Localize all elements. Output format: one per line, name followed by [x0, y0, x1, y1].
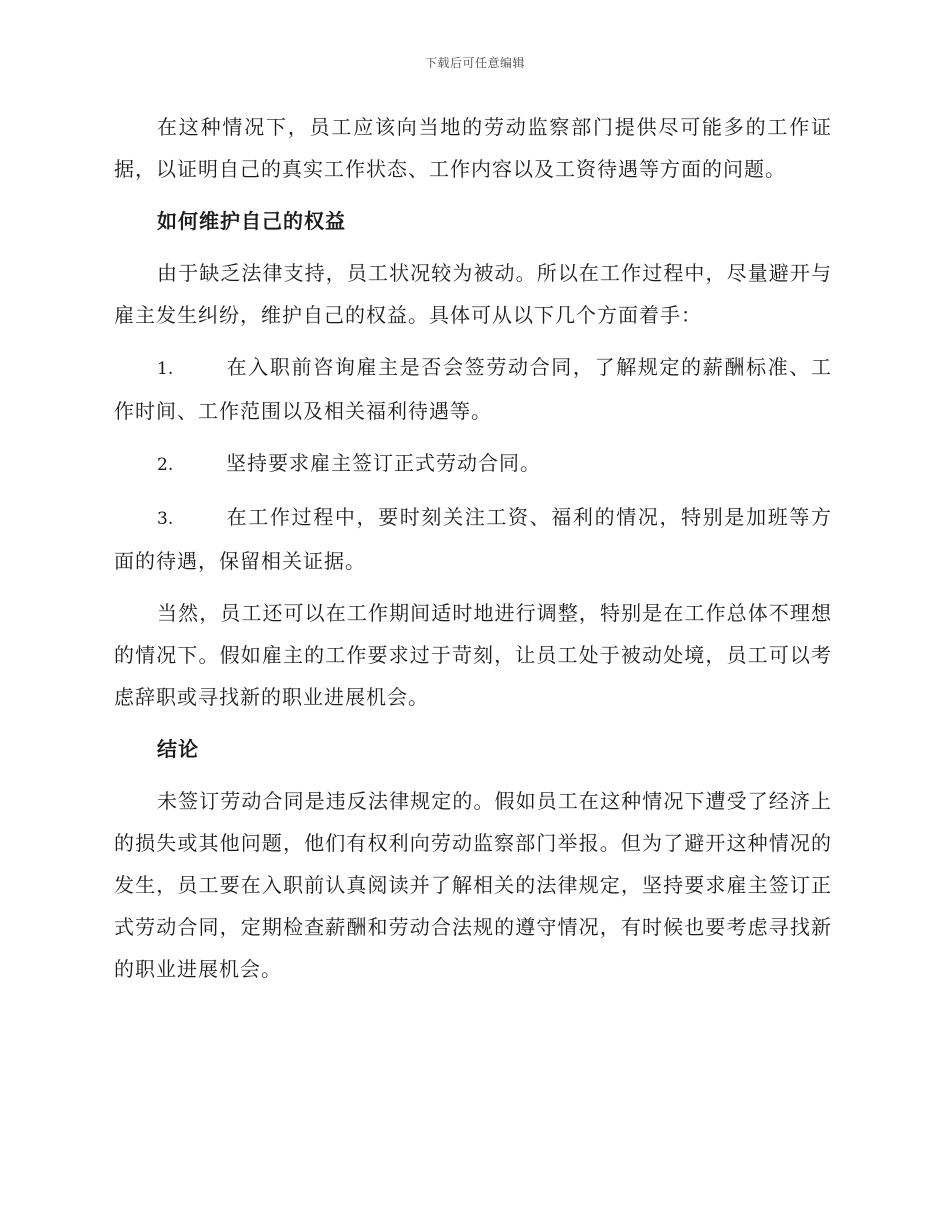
- paragraph-conclusion: 未签订劳动合同是违反法律规定的。假如员工在这种情况下遭受了经济上的损失或其他问题，他们有权利向劳动监察部门举报。但为了避开这种情况的发生，员工要在入职前认真阅读并了解相关的法律规定，坚持要求雇主签订正式劳动合同，定期检查薪酬和劳动合法规的遵守情况，有时候也要考虑寻找新的职业进展机会。: [114, 789, 832, 981]
- paragraph-adjustment: 当然，员工还可以在工作期间适时地进行调整，特别是在工作总体不理想的情况下。假如雇主的工作要求过于苛刻，让员工处于被动处境，员工可以考虑辞职或寻找新的职业进展机会。: [114, 601, 832, 709]
- list-item: [114, 346, 832, 432]
- list-item-text: 坚持要求雇主签订正式劳动合同。: [226, 451, 541, 475]
- list-item-text: 在入职前咨询雇主是否会签劳动合同，了解规定的薪酬标准、工作时间、工作范围以及相关福利待遇等。: [114, 355, 832, 423]
- list-item-number: 2.: [157, 455, 174, 475]
- paragraph-rights-intro: 由于缺乏法律支持，员工状况较为被动。所以在工作过程中，尽量避开与雇主发生纠纷，维护自己的权益。具体可从以下几个方面着手：: [114, 261, 832, 327]
- section-heading-rights: 如何维护自己的权益: [157, 209, 346, 233]
- section-heading-conclusion: 结论: [157, 737, 199, 761]
- list-item-number: 3.: [157, 509, 174, 529]
- list-item: [114, 442, 832, 486]
- list-item-text: 在工作过程中，要时刻关注工资、福利的情况，特别是加班等方面的待遇，保留相关证据。: [114, 505, 832, 573]
- document-body: [114, 106, 832, 1000]
- list-item: [114, 496, 832, 582]
- list-item-number: 1.: [157, 359, 174, 379]
- paragraph-evidence: 在这种情况下，员工应该向当地的劳动监察部门提供尽可能多的工作证据，以证明自己的真实工作状态、工作内容以及工资待遇等方面的问题。: [114, 115, 832, 181]
- page-header: 下载后可任意编辑: [424, 56, 525, 70]
